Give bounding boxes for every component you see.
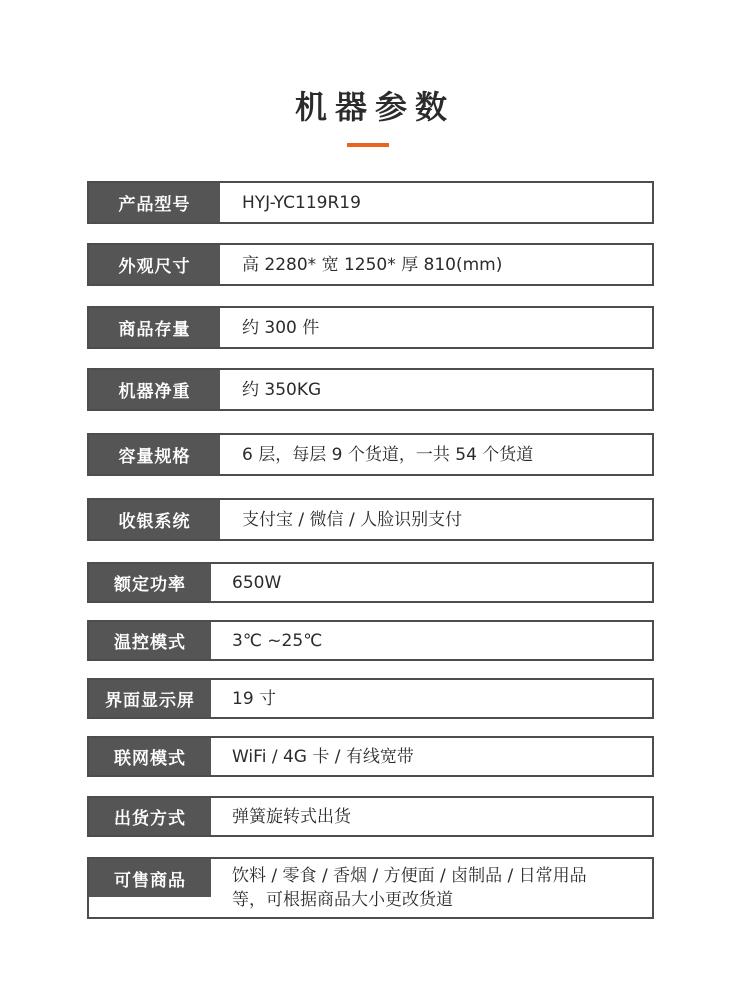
spec-row-dimensions	[87, 243, 654, 286]
spec-label: 机器净重	[89, 370, 220, 409]
spec-value: 支付宝 / 微信 / 人脸识别支付	[242, 509, 463, 530]
spec-row-products	[87, 857, 654, 919]
spec-value: 饮料 / 零食 / 香烟 / 方便面 / 卤制品 / 日常用品 等，可根据商品大小更改货道	[232, 866, 587, 910]
spec-label: 可售商品	[89, 859, 211, 897]
spec-label: 容量规格	[89, 435, 220, 474]
spec-label: 界面显示屏	[89, 680, 211, 717]
spec-value: 约 300 件	[242, 317, 320, 338]
spec-label: 联网模式	[89, 738, 211, 775]
spec-row-slots	[87, 433, 654, 476]
spec-value: 650W	[232, 572, 282, 593]
spec-label: 产品型号	[89, 183, 220, 222]
spec-label: 外观尺寸	[89, 245, 220, 284]
spec-row-dispensing	[87, 796, 654, 837]
spec-row-capacity	[87, 306, 654, 349]
spec-row-network	[87, 736, 654, 777]
spec-row-weight	[87, 368, 654, 411]
spec-value: 6 层，每层 9 个货道，一共 54 个货道	[242, 444, 534, 465]
spec-row-power	[87, 562, 654, 603]
spec-label: 商品存量	[89, 308, 220, 347]
spec-row-temperature	[87, 620, 654, 661]
spec-value: 3℃ ~25℃	[232, 630, 323, 651]
spec-value: 约 350KG	[242, 379, 322, 400]
spec-value: 19 寸	[232, 688, 277, 709]
spec-label: 收银系统	[89, 500, 220, 539]
title-underline	[347, 143, 389, 147]
spec-label: 温控模式	[89, 622, 211, 659]
spec-row-screen	[87, 678, 654, 719]
spec-value: WiFi / 4G 卡 / 有线宽带	[232, 746, 414, 767]
spec-label: 出货方式	[89, 798, 211, 835]
spec-value: 弹簧旋转式出货	[232, 806, 351, 827]
spec-row-payment	[87, 498, 654, 541]
spec-row-model	[87, 181, 654, 224]
spec-value: HYJ-YC119R19	[242, 192, 361, 213]
page-title: 机器参数	[294, 88, 455, 126]
spec-value: 高 2280* 宽 1250* 厚 810(mm)	[242, 254, 503, 275]
spec-label: 额定功率	[89, 564, 211, 601]
